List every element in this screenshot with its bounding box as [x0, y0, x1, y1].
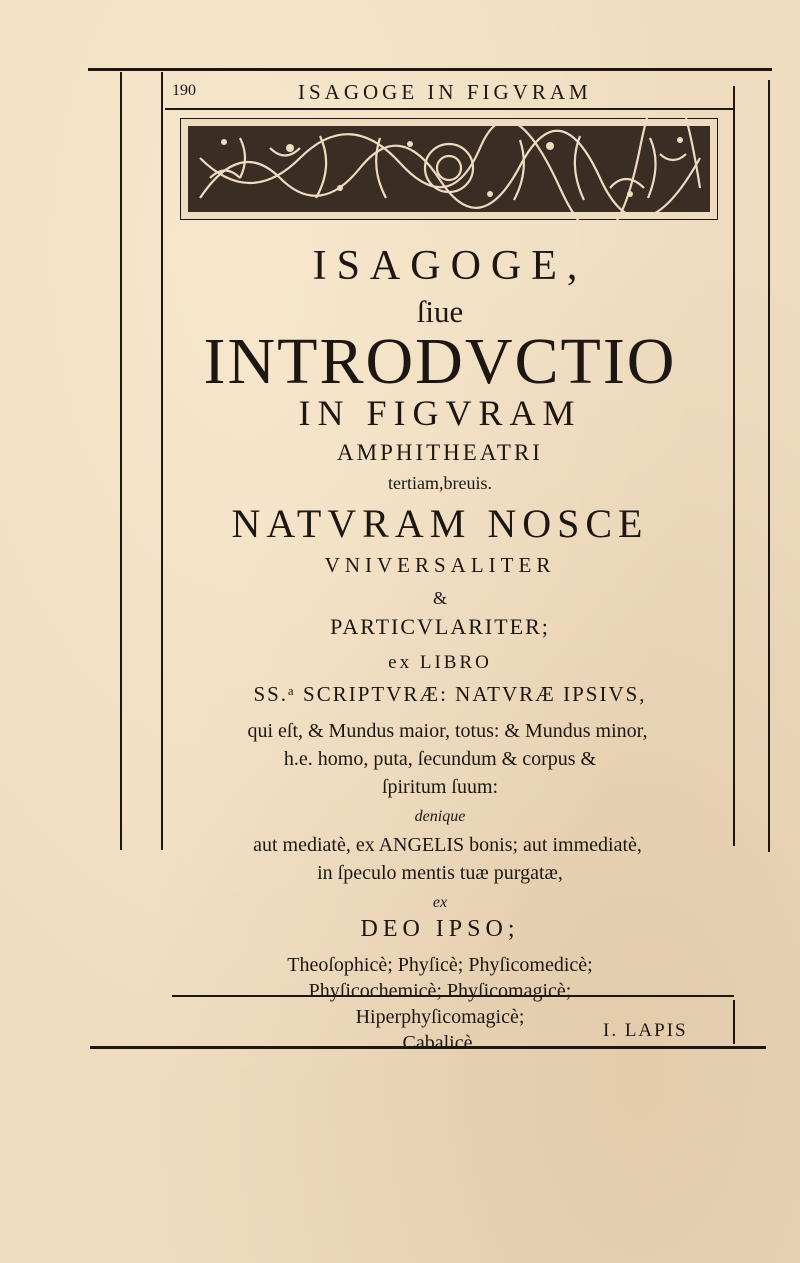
line-ex-libro: ex LIBRO: [388, 652, 492, 673]
bottom-right-tick: [733, 1000, 735, 1044]
line-universaliter: VNIVERSALITER: [324, 553, 556, 577]
line-speculo: in ſpeculo mentis tuæ purgatæ,: [317, 862, 563, 884]
outer-left-rule: [120, 72, 122, 850]
line-ampersand: &: [432, 588, 447, 608]
title-siue: ſiue: [416, 294, 464, 329]
line-homo: h.e. homo, puta, ſecundum & corpus &: [283, 748, 597, 770]
title-introductio: INTRODVCTIO: [203, 325, 677, 398]
line-particulariter: PARTICVLARITER;: [330, 614, 550, 639]
title-isagoge: ISAGOGE,: [312, 243, 588, 289]
line-scripturae: SS.ᵃ SCRIPTVRÆ: NATVRÆ IPSIVS,: [253, 682, 647, 706]
line-angelis: aut mediatè, ex ANGELIS bonis; aut immediatè,: [253, 834, 642, 856]
line-physicochemice: Phyſicochemicè; Phyſicomagicè;: [308, 980, 572, 1002]
title-in-figuram: IN FIGVRAM: [298, 393, 582, 433]
inner-right-rule: [733, 86, 735, 846]
line-ex: ex: [432, 894, 448, 911]
running-head: ISAGOGE IN FIGVRAM: [298, 80, 592, 104]
line-spiritum: ſpiritum ſuum:: [381, 776, 499, 798]
header-underline: [165, 108, 735, 110]
motto-naturam-nosce: NATVRAM NOSCE: [231, 501, 649, 546]
line-theosophice: Theoſophicè; Phyſicè; Phyſicomedicè;: [287, 954, 593, 976]
catchword: I. LAPIS: [603, 1020, 688, 1041]
outer-right-rule: [768, 80, 770, 852]
top-rule: [88, 68, 772, 71]
line-deo-ipso: DEO IPSO;: [360, 916, 520, 942]
line-denique: denique: [414, 808, 466, 825]
woodcut-headpiece-icon: [180, 118, 718, 220]
title-tertiam: tertiam,breuis.: [388, 473, 492, 493]
title-amphitheatri: AMPHITHEATRI: [337, 440, 543, 465]
line-hiperphysicomagice: Hiperphyſicomagicè;: [355, 1006, 525, 1028]
line-mundus: qui eſt, & Mundus maior, totus: & Mundus minor,: [247, 720, 648, 742]
page-number: 190: [172, 82, 196, 99]
line-cabalice: Cabalicè.: [402, 1032, 478, 1054]
